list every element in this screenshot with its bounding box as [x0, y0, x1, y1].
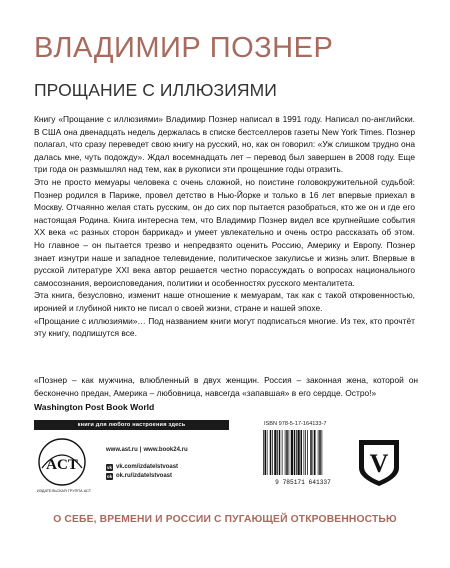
barcode-bar: [265, 430, 267, 475]
barcode-bar: [313, 430, 314, 475]
publisher-logo-icon: [36, 438, 88, 486]
barcode-bar: [294, 430, 296, 475]
barcode-bar: [301, 430, 303, 475]
review-source: Washington Post Book World: [34, 402, 155, 412]
barcode-bar: [314, 430, 316, 475]
description-paragraph: Это не просто мемуары человека с очень сложной, но поистине головокружительной судьбой: Познер родился в Париже, провел детство в Нью-Йорке и только в 16 лет впервые приехал в Москву. Отчаянно желая стать русским, он до сих пор пытается разобраться, кто же он и где его настоящая Родина. Книга интересна тем, что Владимир Познер видел все крупнейшие события XX века «с разных сторон баррикад» и умеет увлекательно и очень остро рассказать об этом. Но главное – он пытается трезво и непредвзято оценить Россию, Америку и Европу. Познер знает изнутри наше и западное телевидение, политическое закулисье и жизнь элит. Впервые в русской литературе XXI века автор решается честно порассуждать о вопросах национального самосознания, вероисповедания, политики и особенностях русского менталитета.: [34, 176, 415, 288]
publisher-logo-text: ACT: [46, 457, 78, 473]
barcode-bar: [267, 430, 268, 475]
barcode-bar: [307, 430, 308, 475]
promo-strip: книги для любого настроения здесь: [34, 420, 229, 430]
publisher-caption: ИЗДАТЕЛЬСКАЯ ГРУППА АСТ: [36, 489, 92, 493]
imprint-logo-icon: [357, 438, 401, 488]
website-links: [106, 446, 236, 455]
site-separator: |: [139, 447, 142, 453]
barcode-bar: [263, 430, 264, 475]
barcode-bar: [277, 430, 278, 475]
site-link-ast[interactable]: www.ast.ru: [106, 447, 138, 453]
ok-icon: ok: [106, 474, 113, 479]
barcode-bar: [305, 430, 306, 475]
vk-icon: vk: [106, 465, 112, 470]
barcode-bar: [289, 430, 290, 475]
barcode-bar: [279, 430, 281, 475]
barcode-bar: [270, 430, 272, 475]
barcode-bar: [285, 430, 286, 475]
imprint-logo-text: V: [369, 449, 389, 478]
description-paragraph: Эта книга, безусловно, изменит наше отношение к мемуарам, так как с такой откровенностью, иронией и глубиной никто не писал о своей жизни, стране и нашей эпохе.: [34, 290, 415, 313]
publisher-links: [106, 446, 236, 481]
ok-link[interactable]: ok.ru/izdatelstvoast: [116, 473, 173, 479]
ok-link-row[interactable]: [106, 472, 236, 481]
author-name: ВЛАДИМИР ПОЗНЕР: [34, 32, 334, 64]
barcode-bar: [304, 430, 305, 475]
vk-link[interactable]: vk.com/izdatelstvoast: [116, 464, 179, 470]
review-quote: «Познер – как мужчина, влюбленный в двух женщин. Россия – законная жена, которой он бесконечно предан, Америка – любовница, навсегда «запавшая» в его сердце. Остро!»: [34, 375, 418, 398]
barcode-bar: [322, 430, 323, 475]
isbn-label: ISBN 978-5-17-164133-7: [264, 421, 327, 427]
barcode-bar: [310, 430, 312, 475]
description-paragraph: Книгу «Прощание с иллюзиями» Владимир Познер написал в 1991 году. Написал по-английски. В США она двенадцать недель держалась в списке бестселлеров газеты New York Times. Познер полагал, что сразу переведет свою книгу на русский, но, как он говорил: «Уж слишком трудно она далась мне, чуть подожду». Ждал восемнадцать лет – перевод был завершен в 2008 году. Еще три года он размышлял над тем, как в рукописи эти прощешние годы отразить.: [34, 114, 415, 175]
barcode-bar: [298, 430, 300, 475]
tagline: О СЕБЕ, ВРЕМЕНИ И РОССИИ С ПУГАЮЩЕЙ ОТКРОВЕННОСТЬЮ: [53, 514, 397, 525]
site-link-book24[interactable]: www.book24.ru: [143, 447, 188, 453]
barcode-bar: [296, 430, 297, 475]
barcode-number: 9 785171 641337: [275, 479, 331, 486]
barcode-bar: [272, 430, 273, 475]
barcode-bar: [274, 430, 276, 475]
book-title: ПРОЩАНИЕ С ИЛЛЮЗИЯМИ: [34, 80, 277, 100]
barcode-bar: [286, 430, 288, 475]
barcode-bar: [291, 430, 293, 475]
barcode: [260, 428, 346, 486]
barcode-bar: [318, 430, 319, 475]
vk-link-row[interactable]: [106, 463, 236, 472]
description-paragraph: «Прощание с иллюзиями»… Под названием книги могут подписаться многие. Из тех, кто прочтёт эту книгу, подпишутся все.: [34, 315, 415, 339]
description: [34, 113, 415, 340]
barcode-bar: [282, 430, 283, 475]
barcode-bar: [319, 430, 321, 475]
barcode-bars: [263, 430, 322, 475]
